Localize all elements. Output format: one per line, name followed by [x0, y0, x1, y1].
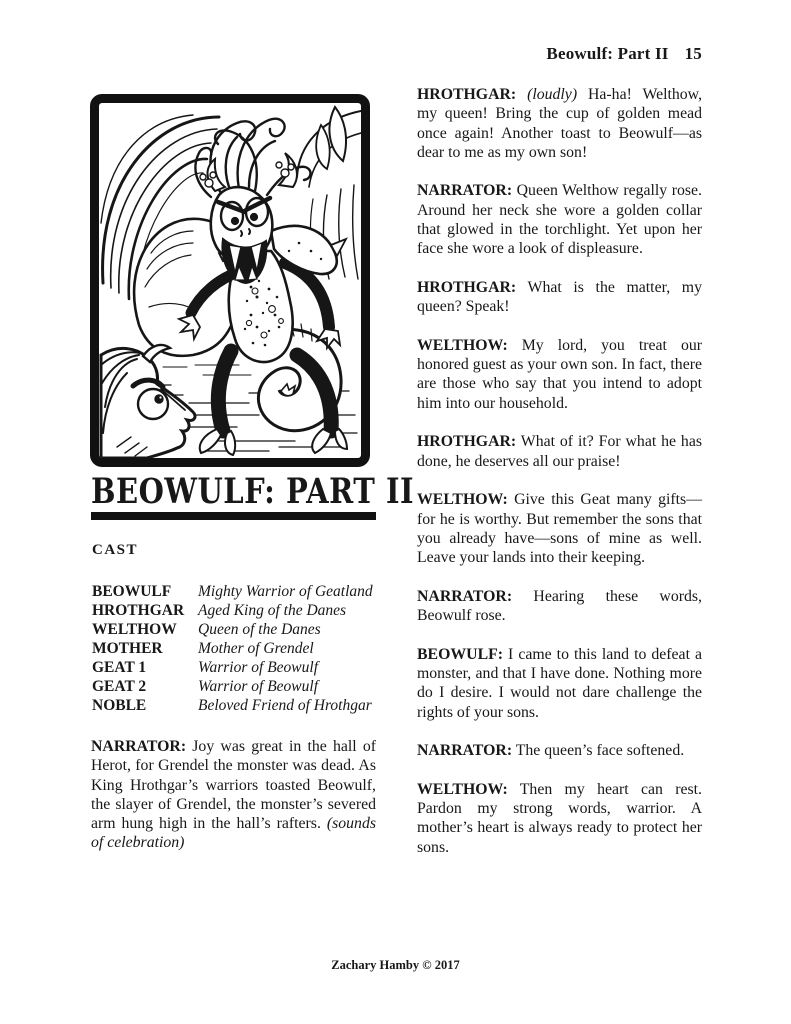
- dialogue-paragraph: [417, 490, 702, 567]
- stage-direction: (loudly): [527, 86, 578, 103]
- dialogue-text: The queen’s face softened.: [515, 742, 685, 760]
- cast-character-description: Warrior of Beowulf: [198, 659, 318, 676]
- speaker-label: NARRATOR:: [91, 738, 187, 755]
- speaker-label: HROTHGAR:: [417, 433, 517, 451]
- cast-character-description: Queen of the Danes: [198, 621, 321, 638]
- dialogue-paragraph: [417, 741, 702, 760]
- title-rule: [91, 512, 376, 520]
- speaker-label: NARRATOR:: [417, 742, 513, 760]
- dialogue-paragraph: [417, 587, 702, 626]
- speaker-label: NARRATOR:: [417, 587, 513, 605]
- speaker-label: BEOWULF:: [417, 645, 504, 663]
- speaker-label: HROTHGAR:: [417, 278, 517, 296]
- dialogue-text: Ha-ha! Welthow, my queen! Bring the cup of golden mead once again! Another toast to Beowulf—as dear to me as my own son!: [417, 86, 703, 161]
- speaker-label: NARRATOR:: [417, 182, 513, 200]
- cast-character-name: HROTHGAR: [92, 602, 185, 619]
- dialogue-column: [417, 85, 702, 876]
- dialogue-text: Then my heart can rest. Pardon my strong words, warrior. A mother’s heart is always ready to protect her sons.: [417, 780, 702, 856]
- dialogue-text: What of it? For what he has done, he deserves all our praise!: [417, 433, 702, 470]
- illustration-frame: [90, 94, 370, 467]
- dialogue-paragraph: [417, 278, 702, 317]
- copyright-footer: Zachary Hamby © 2017: [331, 958, 460, 972]
- stage-direction: (sounds of celebration): [91, 815, 376, 852]
- narration-text: Joy was great in the hall of Herot, for Grendel the monster was dead. As King Hrothgar’s warriors toasted Beowulf, the slayer of Grendel, the monster’s severed arm hung high in the hall’s rafters.: [91, 738, 376, 833]
- cast-character-description: Beloved Friend of Hrothgar: [198, 697, 372, 714]
- cast-character-name: GEAT 2: [92, 678, 147, 695]
- dialogue-text: Hearing these words, Beowulf rose.: [417, 587, 702, 625]
- dialogue-text: My lord, you treat our honored guest as your own son. In fact, there are those who say that you intend to adopt him into our household.: [417, 336, 703, 412]
- page-title: BEOWULF: PART II: [91, 471, 415, 512]
- dialogue-paragraph: [417, 780, 702, 857]
- speaker-label: WELTHOW:: [417, 491, 508, 509]
- grendel-illustration: [99, 103, 361, 458]
- page-number: 15: [684, 44, 702, 63]
- cast-row: [92, 696, 377, 715]
- dialogue-text: Queen Welthow regally rose. Around her neck she wore a golden collar that glowed in the torchlight. Yet upon her face she wore a look of displeasure.: [417, 182, 702, 258]
- dialogue-text: I came to this land to defeat a monster, and that I have done. Nothing more do I desire. I would not dare challenge the rights of your sons.: [417, 645, 702, 721]
- speaker-label: HROTHGAR:: [417, 86, 517, 103]
- dialogue-paragraph: [417, 645, 702, 722]
- dialogue-text: Give this Geat many gifts—for he is worthy. But remember the sons that you already have—sons of mine as well. Leave your lands into their keeping.: [417, 491, 702, 567]
- dialogue-paragraph: [417, 432, 702, 471]
- cast-character-description: Aged King of the Danes: [198, 602, 347, 619]
- cast-row: [92, 639, 377, 658]
- running-header: [546, 44, 702, 64]
- cast-row: [92, 582, 377, 601]
- cast-character-description: Mighty Warrior of Geatland: [198, 583, 373, 600]
- cast-character-name: GEAT 1: [92, 659, 147, 676]
- cast-character-name: MOTHER: [92, 640, 163, 657]
- running-header-title: Beowulf: Part II: [546, 44, 669, 63]
- cast-character-name: BEOWULF: [92, 583, 172, 600]
- cast-character-name: WELTHOW: [92, 621, 177, 638]
- dialogue-paragraph: [417, 181, 702, 258]
- intro-narration: [91, 737, 376, 872]
- dialogue-text: What is the matter, my queen? Speak!: [417, 278, 702, 316]
- cast-row: [92, 601, 377, 620]
- dialogue-paragraph: [417, 336, 702, 413]
- cast-row: [92, 677, 377, 696]
- dialogue-paragraph: [417, 85, 702, 162]
- cast-row: [92, 620, 377, 639]
- speaker-label: WELTHOW:: [417, 336, 508, 354]
- cast-character-description: Warrior of Beowulf: [198, 678, 318, 695]
- speaker-label: WELTHOW:: [417, 780, 508, 798]
- cast-row: [92, 658, 377, 677]
- cast-character-description: Mother of Grendel: [198, 640, 314, 657]
- cast-list: [92, 582, 377, 715]
- cast-heading: CAST: [92, 542, 139, 558]
- cast-character-name: NOBLE: [92, 697, 147, 714]
